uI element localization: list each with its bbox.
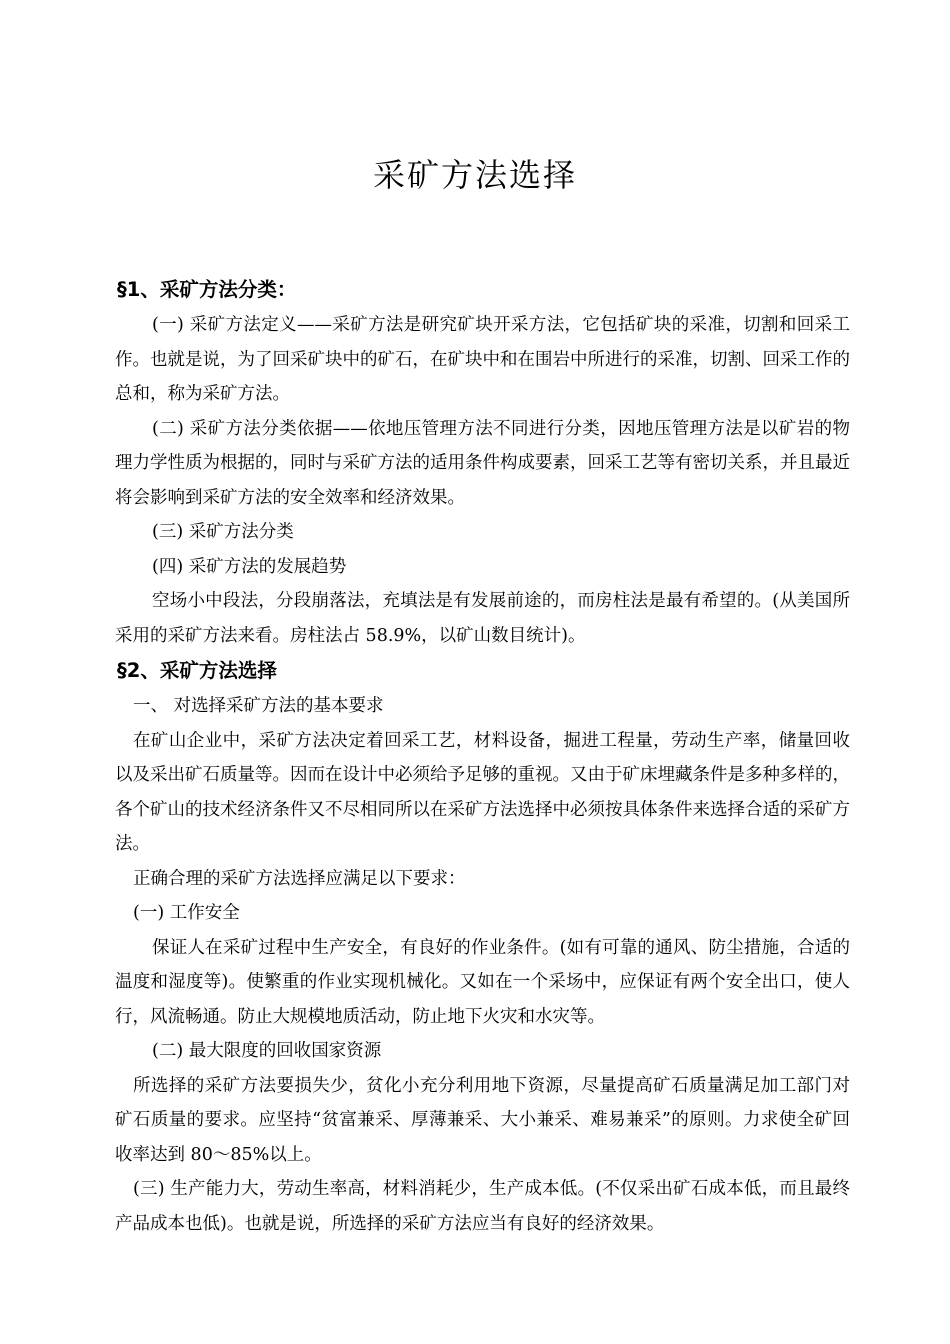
- item-classification: (三) 采矿方法分类: [152, 522, 294, 542]
- document-body: [115, 272, 850, 1241]
- subheading-basic-requirements: 一、 对选择采矿方法的基本要求: [133, 696, 384, 716]
- paragraph-mining-enterprise: 在矿山企业中，采矿方法决定着回采工艺，材料设备，掘进工程量，劳动生产率，储量回收以及采出矿石质量等。因而在设计中必须给予足够的重视。又由于矿床埋藏条件是多种多样的，各个矿山的技术经济条件又不尽相同所以在采矿方法选择中必须按具体条件来选择合适的采矿方法。: [115, 730, 850, 854]
- item-resource-recovery: (二) 最大限度的回收国家资源: [152, 1041, 382, 1061]
- section-1-heading: §1、采矿方法分类：: [117, 278, 297, 301]
- paragraph-safety-detail: 保证人在采矿过程中生产安全，有良好的作业条件。(如有可靠的通风、防尘措施，合适的温度和湿度等)。使繁重的作业实现机械化。又如在一个采场中，应保证有两个安全出口，使人行，风流畅通。防止大规模地质活动，防止地下火灾和水灾等。: [115, 937, 850, 1027]
- paragraph-trend-detail: 空场小中段法，分段崩落法，充填法是有发展前途的，而房柱法是最有希望的。(从美国所采用的采矿方法来看。房柱法占 58.9%，以矿山数目统计)。: [115, 591, 850, 646]
- document-title: 采矿方法选择: [372, 156, 577, 194]
- paragraph-productivity: (三) 生产能力大，劳动生率高，材料消耗少，生产成本低。(不仅采出矿石成本低，而且最终产品成本也低)。也就是说，所选择的采矿方法应当有良好的经济效果。: [115, 1179, 850, 1234]
- section-2-heading: §2、采矿方法选择: [117, 659, 277, 682]
- paragraph-requirements-intro: 正确合理的采矿方法选择应满足以下要求：: [133, 868, 466, 889]
- item-work-safety: (一) 工作安全: [133, 903, 240, 923]
- paragraph-classification-basis: (二) 采矿方法分类依据——依地压管理方法不同进行分类，因地压管理方法是以矿岩的物理力学性质为根据的，同时与采矿方法的适用条件构成要素，回采工艺等有密切关系，并且最近将会影响到采矿方法的安全效率和经济效果。: [115, 418, 850, 508]
- item-development-trend: (四) 采矿方法的发展趋势: [152, 556, 347, 577]
- paragraph-recovery-detail: 所选择的采矿方法要损失少，贫化小充分利用地下资源，尽量提高矿石质量满足加工部门对矿石质量的要求。应坚持“贫富兼采、厚薄兼采、大小兼采、难易兼采”的原则。力求使全矿回收率达到 80～85%以上。: [115, 1075, 850, 1165]
- paragraph-definition: (一) 采矿方法定义——采矿方法是研究矿块开采方法，它包括矿块的采准，切割和回采工作。也就是说，为了回采矿块中的矿石，在矿块中和在围岩中所进行的采准，切割、回采工作的总和，称为采矿方法。: [115, 315, 850, 404]
